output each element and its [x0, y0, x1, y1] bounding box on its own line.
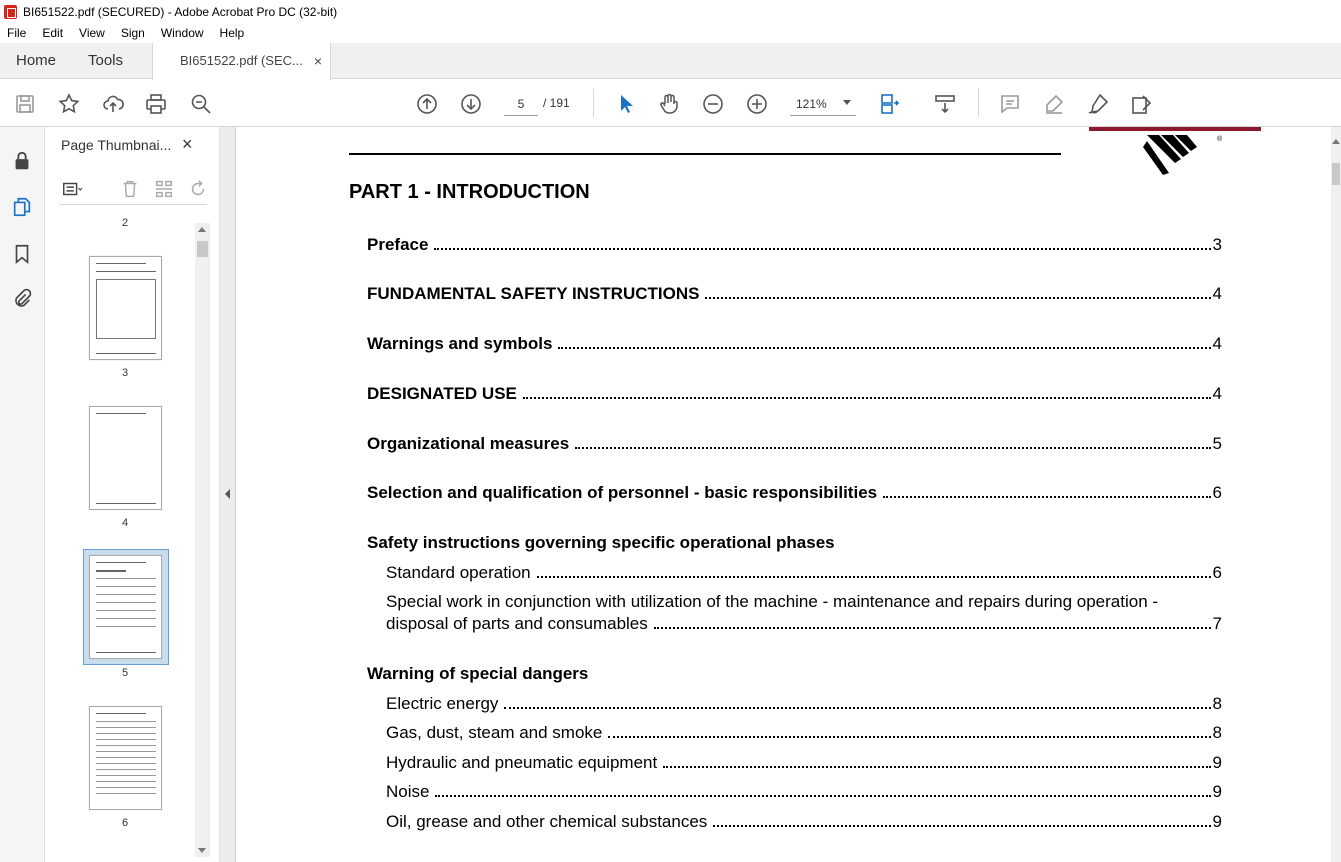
menu-bar: [0, 23, 1341, 43]
menu-view[interactable]: View: [79, 26, 105, 40]
header-rule: [349, 153, 1061, 155]
thumbnail-page-label: 6: [121, 817, 129, 829]
toc-entry-preface[interactable]: [367, 235, 1222, 255]
toc-page: 7: [1212, 614, 1222, 633]
thumbnail-page-6[interactable]: [89, 706, 162, 810]
fit-page-icon[interactable]: [876, 91, 902, 117]
toc-label: DESIGNATED USE: [367, 384, 517, 403]
menu-file[interactable]: File: [7, 26, 27, 40]
svg-text:®: ®: [1217, 136, 1223, 143]
zoom-in-icon[interactable]: [744, 91, 770, 117]
toc-label: Gas, dust, steam and smoke: [386, 723, 603, 742]
toc-label: Selection and qualification of personnel - basic responsibilities: [367, 483, 878, 502]
toc-label: Noise: [386, 782, 430, 801]
hand-icon[interactable]: [656, 91, 682, 117]
title-bar: [0, 0, 1341, 23]
comment-icon[interactable]: [997, 91, 1023, 117]
menu-window[interactable]: Window: [160, 26, 204, 40]
lock-icon[interactable]: [10, 149, 34, 173]
zoom-search-icon[interactable]: [188, 91, 214, 117]
close-icon[interactable]: ×: [182, 134, 193, 154]
toc-page: 8: [1212, 694, 1222, 713]
zoom-value: 121%: [796, 96, 827, 111]
toolbar-separator: [978, 89, 979, 117]
left-icon-rail: [0, 127, 45, 862]
page-down-icon[interactable]: [458, 91, 484, 117]
print-icon[interactable]: [143, 91, 169, 117]
tab-home[interactable]: Home: [16, 52, 57, 69]
options-menu-icon[interactable]: [61, 178, 83, 200]
toc-page: 9: [1212, 782, 1222, 801]
document-view: [237, 127, 1331, 862]
main-toolbar: [0, 80, 1341, 127]
scrollbar-thumb[interactable]: [197, 241, 208, 257]
window-title: BI651522.pdf (SECURED) - Adobe Acrobat Pro DC (32-bit): [23, 4, 338, 19]
toc-page: 9: [1212, 753, 1222, 772]
menu-sign[interactable]: Sign: [120, 26, 145, 40]
scrollbar-thumb[interactable]: [1332, 163, 1340, 185]
upload-icon[interactable]: [100, 91, 126, 117]
toc-label: Organizational measures: [367, 434, 570, 453]
toc-page: 8: [1212, 723, 1222, 742]
scroll-up-icon[interactable]: [198, 227, 206, 232]
page-title: PART 1 - INTRODUCTION: [349, 181, 590, 203]
highlight-icon[interactable]: [1041, 91, 1067, 117]
page-thumbnails-panel: [45, 127, 220, 862]
bookmark-icon[interactable]: [10, 242, 34, 266]
page-up-icon[interactable]: [414, 91, 440, 117]
toc-section-heading[interactable]: Warning of special dangers: [367, 664, 589, 683]
current-page-input[interactable]: [504, 92, 538, 116]
toc-entry-selection[interactable]: [367, 483, 1222, 503]
toc-page: 9: [1212, 812, 1222, 831]
thumbnail-page-4[interactable]: [89, 406, 162, 510]
toc-page: 4: [1212, 384, 1222, 403]
star-icon[interactable]: [56, 91, 82, 117]
total-pages: / 191: [543, 96, 570, 110]
thumbnail-scrollbar[interactable]: [195, 223, 210, 857]
thumbnail-page-label: 3: [121, 367, 129, 379]
panel-title: Page Thumbnai...: [61, 137, 172, 153]
menu-edit[interactable]: Edit: [42, 26, 64, 40]
thumbnail-toolbar: [59, 175, 207, 205]
toc-label: FUNDAMENTAL SAFETY INSTRUCTIONS: [367, 284, 700, 303]
toc-section-heading[interactable]: Safety instructions governing specific operational phases: [367, 533, 835, 552]
toc-page: 4: [1212, 284, 1222, 303]
thumbnail-page-label: 2: [121, 217, 129, 229]
document-tab-label: BI651522.pdf (SEC...: [180, 53, 303, 68]
toc-entry-gas[interactable]: [386, 723, 1222, 743]
save-icon[interactable]: [12, 91, 38, 117]
zoom-select[interactable]: [790, 92, 856, 116]
toc-entry-standard-operation[interactable]: [386, 563, 1222, 583]
delete-icon[interactable]: [119, 178, 141, 200]
select-arrow-icon[interactable]: [613, 91, 639, 117]
scroll-down-icon[interactable]: [198, 848, 206, 853]
toc-label: Oil, grease and other chemical substances: [386, 812, 708, 831]
sign-icon[interactable]: [1085, 91, 1111, 117]
toc-page: 6: [1212, 563, 1222, 582]
toc-label: Electric energy: [386, 694, 499, 713]
menu-help[interactable]: Help: [219, 26, 245, 40]
toc-entry-noise[interactable]: [386, 782, 1222, 802]
toc-entry-fundamental[interactable]: [367, 284, 1222, 304]
toc-entry-organizational[interactable]: [367, 434, 1222, 454]
toc-entry-oil[interactable]: [386, 812, 1222, 832]
toc-label: Warnings and symbols: [367, 334, 553, 353]
toolbar-separator: [593, 89, 594, 117]
toc-entry-hydraulic[interactable]: [386, 753, 1222, 773]
toc-entry-warnings[interactable]: [367, 334, 1222, 354]
tab-document[interactable]: [152, 43, 331, 80]
scroll-mode-icon[interactable]: [932, 91, 958, 117]
collapse-arrow-icon[interactable]: [225, 489, 230, 499]
extract-icon[interactable]: [153, 178, 175, 200]
thumbnail-page-label: 5: [121, 667, 129, 679]
panel-splitter[interactable]: [220, 127, 236, 862]
attachment-icon[interactable]: [10, 287, 34, 311]
toc-entry-designated-use[interactable]: [367, 384, 1222, 404]
toc-label: Hydraulic and pneumatic equipment: [386, 753, 658, 772]
company-logo: [1089, 127, 1269, 179]
acrobat-app-icon: [4, 5, 17, 19]
toc-entry-electric[interactable]: [386, 694, 1222, 714]
rotate-icon[interactable]: [187, 178, 209, 200]
toc-entry-special-work[interactable]: [386, 614, 1222, 634]
tab-tools[interactable]: Tools: [88, 52, 124, 69]
toc-page: 3: [1212, 235, 1222, 254]
pages-icon[interactable]: [10, 195, 34, 219]
scroll-up-icon[interactable]: [1332, 139, 1340, 144]
tab-bar: [0, 43, 1341, 79]
toc-label: Standard operation: [386, 563, 531, 582]
chevron-down-icon: [843, 100, 851, 105]
document-scrollbar[interactable]: [1331, 127, 1341, 862]
toc-label: Preface: [367, 235, 429, 254]
zoom-out-icon[interactable]: [700, 91, 726, 117]
thumbnail-page-label: 4: [121, 517, 129, 529]
thumbnail-page-5[interactable]: [89, 555, 162, 659]
close-icon[interactable]: ×: [313, 53, 322, 69]
toc-label: disposal of parts and consumables: [386, 614, 648, 633]
toc-label[interactable]: Special work in conjunction with utilization of the machine - maintenance and repairs during operation -: [386, 592, 1159, 611]
toc-page: 6: [1212, 483, 1222, 502]
toc-page: 5: [1212, 434, 1222, 453]
thumbnail-page-3[interactable]: [89, 256, 162, 360]
toc-page: 4: [1212, 334, 1222, 353]
fill-sign-icon[interactable]: [1129, 91, 1155, 117]
